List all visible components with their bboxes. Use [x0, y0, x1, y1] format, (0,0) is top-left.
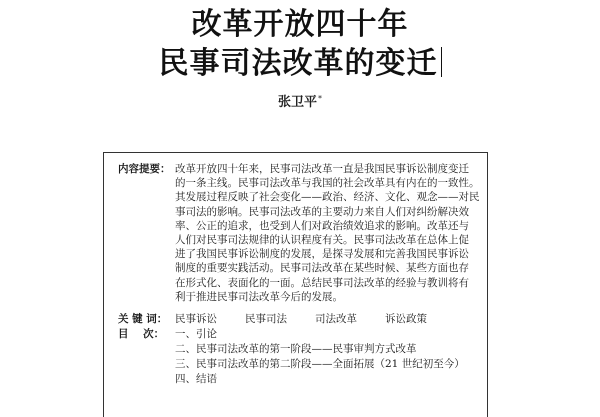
abstract-text	[175, 162, 487, 304]
abstract-line: 在形式化、表面化的一面。总结民事司法改革的经验与教训将有	[175, 276, 469, 289]
keywords-label: 关 键 词：	[118, 313, 168, 325]
title-line-1: 改革开放四十年	[191, 7, 409, 42]
title-line-2-text: 民事司法改革的变迁	[158, 46, 438, 81]
abstract-line: 其发展过程反映了社会变化——政治、经济、文化、观念——对民	[175, 191, 480, 204]
abstract-line: 的一条主线。民事司法改革与我国的社会改革具有内在的一致性。	[175, 177, 480, 190]
author-name: 张卫平	[277, 95, 317, 110]
abstract-line: 率、公正的追求，也受到人们对政治绩效追求的影响。改革还与	[175, 219, 469, 232]
toc-label-text: 目 次：	[118, 328, 165, 340]
abstract-line: 制度的重要实践活动。民事司法改革在某些时候、某些方面也存	[175, 262, 469, 275]
toc-item: 一、引论	[175, 328, 217, 340]
toc-item: 四、结语	[175, 373, 217, 385]
abstract-line: 进了我国民事诉讼制度的发展，是探寻发展和完善我国民事诉讼	[175, 248, 469, 261]
abstract-label: 内容提要：	[118, 163, 171, 175]
abstract-line: 利于推进民事司法改革今后的发展。	[175, 290, 343, 303]
keywords-value: 民事诉讼 民事司法 司法改革 诉讼政策	[175, 313, 428, 325]
text-cursor	[441, 47, 442, 77]
author	[0, 91, 600, 110]
author-footnote-mark: *	[318, 93, 322, 103]
abstract-line: 人们对民事司法规律的认识程度有关。民事司法改革在总体上促	[175, 234, 469, 247]
abstract-line: 事司法的影响。民事司法改革的主要动力来自人们对纠纷解决效	[175, 205, 469, 218]
title-line-2	[0, 45, 600, 83]
toc-label	[118, 327, 164, 341]
abstract-box	[103, 152, 488, 417]
toc-item: 二、民事司法改革的第一阶段——民事审判方式改革	[175, 343, 417, 355]
toc-item: 三、民事司法改革的第二阶段——全面拓展（21 世纪初至今）	[175, 358, 465, 370]
abstract-line: 改革开放四十年来，民事司法改革一直是我国民事诉讼制度变迁	[175, 163, 469, 175]
